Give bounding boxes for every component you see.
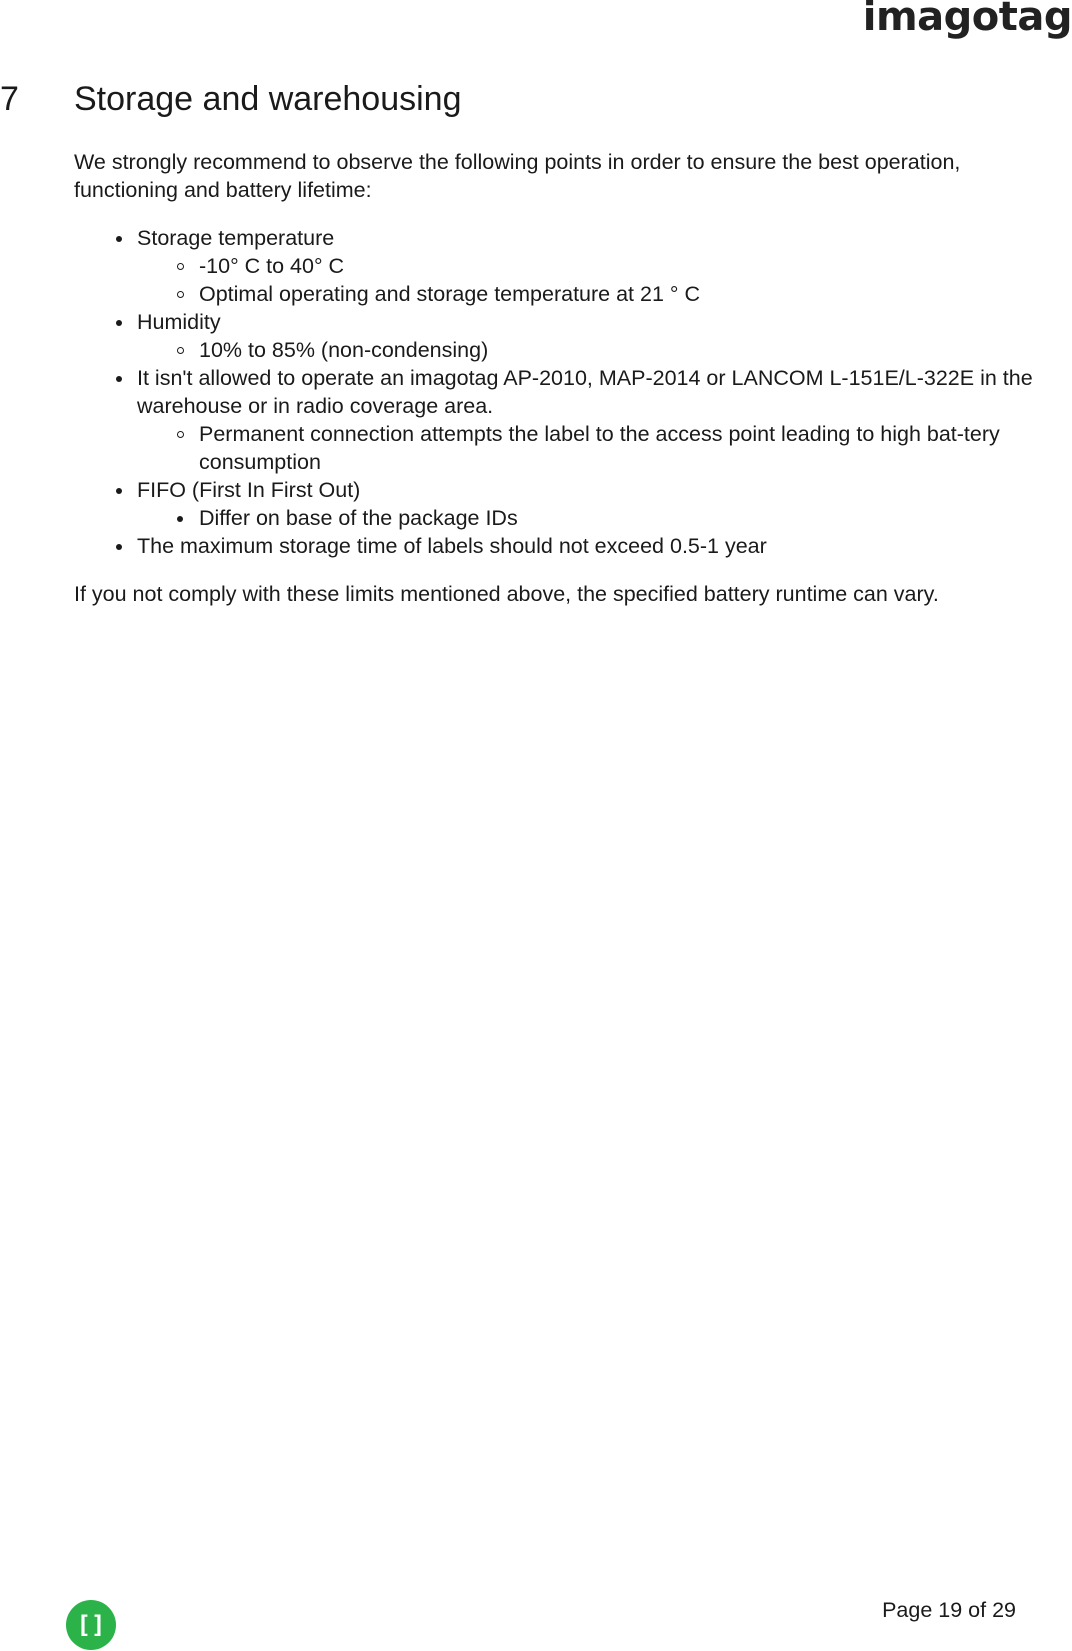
sub-list — [74, 420, 1062, 476]
list-item-label: Humidity — [137, 310, 221, 334]
intro-paragraph: We strongly recommend to observe the following points in order to ensure the best operation, functioning and battery lifetime: — [74, 150, 961, 202]
page-number: Page 19 of 29 — [882, 1598, 1016, 1622]
sub-list-item: Optimal operating and storage temperature at 21 ° C — [137, 280, 1062, 308]
recommendation-list — [74, 224, 1062, 560]
list-item-label: FIFO (First In First Out) — [137, 478, 361, 502]
list-item — [74, 224, 1062, 308]
imagotag-badge-icon: [] — [66, 1600, 116, 1650]
list-item — [74, 308, 1062, 364]
section-title: Storage and warehousing — [74, 80, 462, 118]
list-item — [74, 364, 1062, 476]
list-item — [74, 532, 1062, 560]
sub-list — [74, 252, 1062, 308]
list-item-label: The maximum storage time of labels should not exceed 0.5-1 year — [137, 534, 767, 558]
sub-list — [74, 504, 1062, 532]
sub-list — [74, 336, 1062, 364]
sub-list-item: 10% to 85% (non-condensing) — [137, 336, 1062, 364]
list-item-label: It isn't allowed to operate an imagotag AP-2010, MAP-2014 or LANCOM L-151E/L-322E in the warehouse or in radio coverage area. — [137, 366, 1033, 418]
sub-list-item: Differ on base of the package IDs — [137, 504, 1062, 532]
outro-paragraph: If you not comply with these limits mentioned above, the specified battery runtime can vary. — [74, 582, 939, 606]
list-item-label: Storage temperature — [137, 226, 335, 250]
imagotag-logo: imagotag — [862, 0, 1072, 40]
section-heading — [0, 80, 462, 119]
sub-list-item: -10° C to 40° C — [137, 252, 1062, 280]
sub-list-item: Permanent connection attempts the label to the access point leading to high bat-tery consumption — [137, 420, 1062, 476]
section-body — [74, 148, 1062, 608]
list-item — [74, 476, 1062, 532]
section-number: 7 — [0, 80, 19, 118]
